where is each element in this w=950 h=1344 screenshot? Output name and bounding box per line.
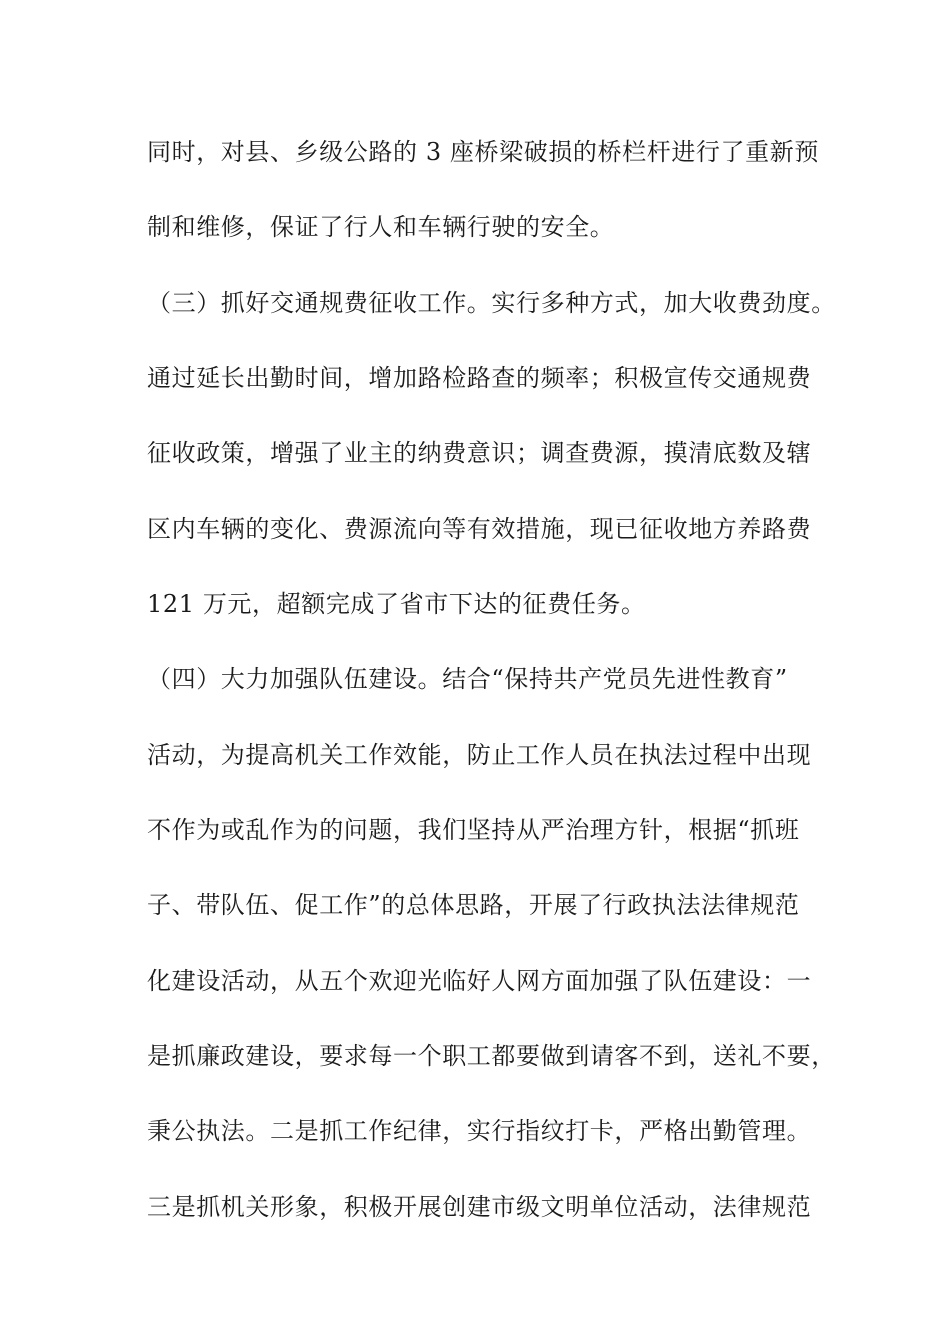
text-line: 三是抓机关形象，积极开展创建市级文明单位活动，法律规范 bbox=[147, 1193, 812, 1221]
text-line: 121 万元，超额完成了省市下达的征费任务。 bbox=[147, 590, 646, 618]
text-line: 区内车辆的变化、费源流向等有效措施，现已征收地方养路费 bbox=[147, 515, 812, 543]
text-line: 是抓廉政建设，要求每一个职工都要做到请客不到，送礼不要， bbox=[147, 1042, 836, 1070]
text-line: 同时，对县、乡级公路的 3 座桥梁破损的桥栏杆进行了重新预 bbox=[147, 138, 819, 166]
text-line: 通过延长出勤时间，增加路检路查的频率；积极宣传交通规费 bbox=[147, 364, 812, 392]
text-line: （四）大力加强队伍建设。结合“保持共产党员先进性教育” bbox=[147, 665, 788, 693]
text-line: 不作为或乱作为的问题，我们坚持从严治理方针，根据“抓班 bbox=[147, 816, 800, 844]
text-line: 制和维修，保证了行人和车辆行驶的安全。 bbox=[147, 213, 615, 241]
text-line: 秉公执法。二是抓工作纪律，实行指纹打卡，严格出勤管理。 bbox=[147, 1117, 812, 1145]
text-line: 化建设活动，从五个欢迎光临好人网方面加强了队伍建设：一 bbox=[147, 967, 812, 995]
text-line: 征收政策，增强了业主的纳费意识；调查费源，摸清底数及辖 bbox=[147, 439, 812, 467]
text-line: 子、带队伍、促工作”的总体思路，开展了行政执法法律规范 bbox=[147, 891, 800, 919]
text-line: 活动，为提高机关工作效能，防止工作人员在执法过程中出现 bbox=[147, 741, 812, 769]
text-line: （三）抓好交通规费征收工作。实行多种方式，加大收费劲度。 bbox=[147, 289, 836, 317]
